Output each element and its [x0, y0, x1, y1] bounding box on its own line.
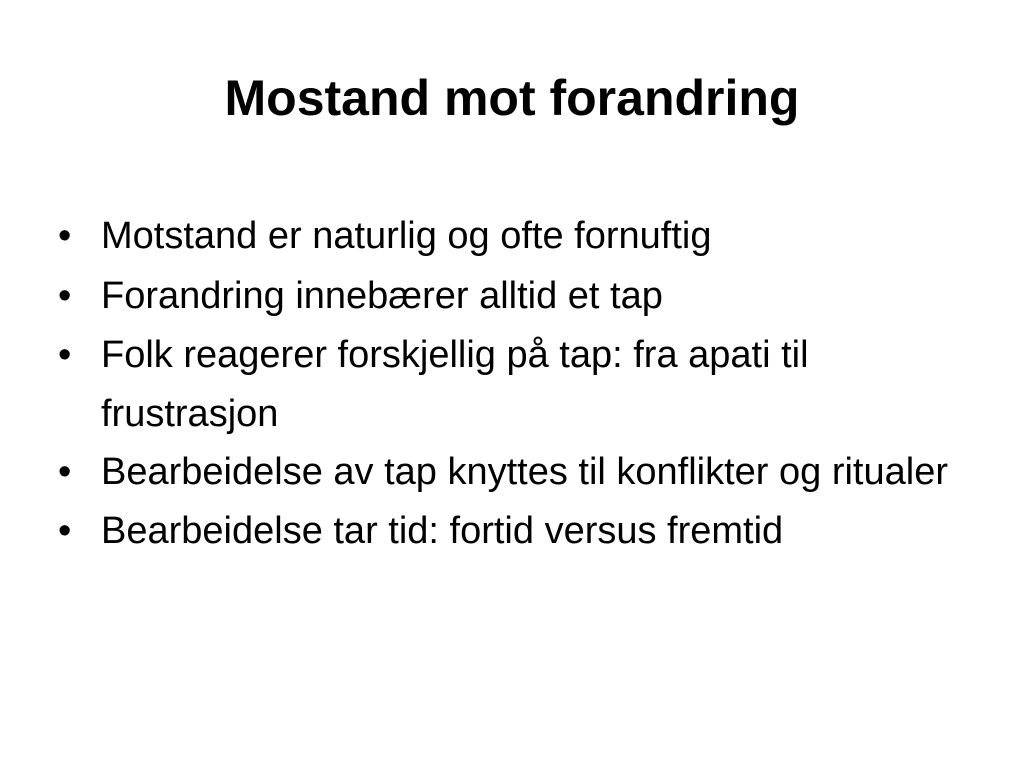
slide-title: Mostand mot forandring — [224, 70, 800, 126]
bullet-dot-icon: • — [58, 334, 72, 376]
bullet-text: Bearbeidelse av tap knyttes til konflikter og ritualer — [101, 451, 948, 493]
bullet-dot-icon: • — [58, 510, 72, 552]
bullet-text: Folk reagerer forskjellig på tap: fra apati til frustrasjon — [101, 334, 809, 435]
bullet-item — [58, 266, 978, 327]
bullet-dot-icon: • — [58, 215, 72, 257]
bullet-item — [58, 443, 978, 502]
bullet-text: Bearbeidelse tar tid: fortid versus fremtid — [101, 510, 784, 552]
bullet-item — [58, 206, 978, 267]
bullet-list — [58, 206, 978, 561]
bullet-dot-icon: • — [58, 451, 72, 493]
bullet-item — [58, 326, 978, 444]
bullet-text: Motstand er naturlig og ofte fornuftig — [101, 215, 712, 257]
bullet-text: Forandring innebærer alltid et tap — [101, 275, 663, 317]
bullet-dot-icon: • — [58, 275, 72, 317]
bullet-item — [58, 501, 978, 562]
